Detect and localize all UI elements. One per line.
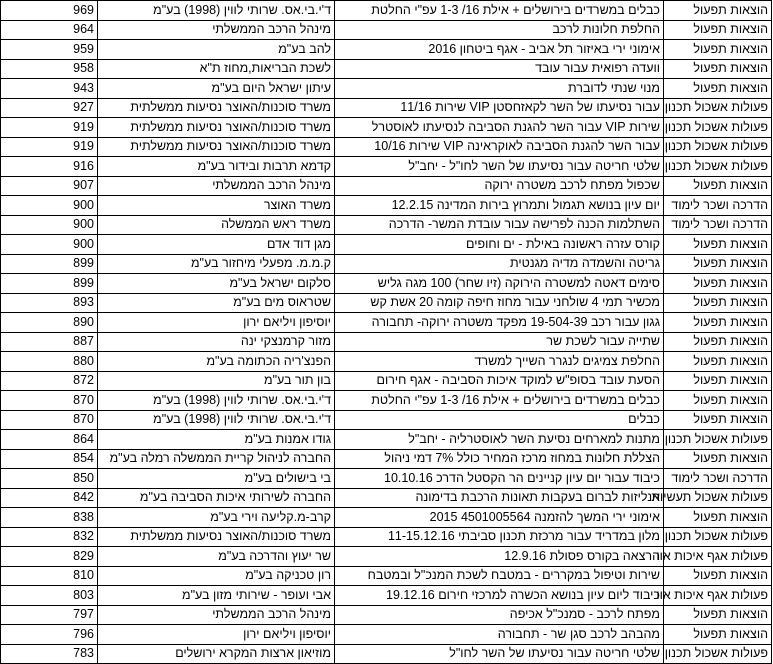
category-cell[interactable]: הוצאות תפעול [664, 1, 772, 21]
description-cell[interactable]: כבלים [335, 410, 664, 430]
amount-cell[interactable]: 854 [1, 449, 98, 469]
table-row [1, 644, 772, 664]
amount-cell[interactable]: 959 [1, 40, 98, 60]
table-row [1, 137, 772, 157]
amount-cell[interactable]: 870 [1, 391, 98, 411]
description-cell[interactable]: כבלים במשרדים בירושלים + אילת 16/ 1-3 עפ"י החלטת [335, 391, 664, 411]
description-cell[interactable]: מלון במדריד עבור מרכזת תכנון סביבתי 11-15.12.16 [335, 527, 664, 547]
amount-cell[interactable]: 899 [1, 274, 98, 294]
category-cell[interactable]: הדרכה ושכר לימוד [664, 469, 772, 489]
description-cell[interactable]: אנליזות לברום בעקבות תאונות הרכבת בדימונה [335, 488, 664, 508]
supplier-cell[interactable]: שטראוס מים בע"מ [98, 293, 335, 313]
table-row [1, 1, 772, 21]
description-cell[interactable]: שירות וטיפול במקררים - במטבח לשכת המנכ"ל ובמטבח [335, 566, 664, 586]
table-row [1, 391, 772, 411]
description-cell[interactable]: עבור השר להגנת הסביבה לאוקראינה VIP שירות 10/16 [335, 137, 664, 157]
supplier-cell[interactable]: ד'י.בי.אס. שרותי לווין (1998) בע"מ [98, 410, 335, 430]
description-cell[interactable]: כיבוד עבור יום עיון קניינים הר הקסטל הדרכ 10.10.16 [335, 469, 664, 489]
category-cell[interactable]: הוצאות תפעול [664, 176, 772, 196]
description-cell[interactable]: גריטה והשמדה מדיה מגנטית [335, 254, 664, 274]
description-cell[interactable]: וועדה רפואית עבור עובד [335, 59, 664, 79]
category-cell[interactable]: הוצאות תפעול [664, 625, 772, 645]
supplier-cell[interactable]: יוסיפון ויליאם ירון [98, 625, 335, 645]
amount-cell[interactable]: 893 [1, 293, 98, 313]
table-row [1, 371, 772, 391]
table-row [1, 508, 772, 528]
table-row [1, 566, 772, 586]
supplier-cell[interactable]: מגן דוד אדם [98, 235, 335, 255]
description-cell[interactable]: שלטי חריטה עבור נסיעתו של השר לחו"ל [335, 644, 664, 664]
category-cell[interactable]: פעולות אשכול תכנון [664, 137, 772, 157]
supplier-cell[interactable]: יוסיפון ויליאם ירון [98, 313, 335, 333]
description-cell[interactable]: כיבוד ליום עיון בנושא הכשרה למרכזי חירום 19.12.16 [335, 586, 664, 606]
supplier-cell[interactable]: החברה לניהול קריית הממשלה רמלה בע"מ [98, 449, 335, 469]
table-row [1, 59, 772, 79]
description-cell[interactable]: הסעת עובד בסופ"ש למוקד איכות הסביבה - אגף חירום [335, 371, 664, 391]
supplier-cell[interactable]: ד'י.בי.אס. שרותי לווין (1998) בע"מ [98, 1, 335, 21]
category-cell[interactable]: פעולות אשכול תכנון [664, 527, 772, 547]
supplier-cell[interactable]: משרד סוכנות/האוצר נסיעות ממשלתית [98, 118, 335, 138]
amount-cell[interactable]: 919 [1, 137, 98, 157]
supplier-cell[interactable]: רון טכניקה בע"מ [98, 566, 335, 586]
description-cell[interactable]: אימוני ירי המשך להזמנה 4501005564 2015 [335, 508, 664, 528]
description-cell[interactable]: הרצאה בקורס פסולת 12.9.16 [335, 547, 664, 567]
supplier-cell[interactable]: משרד האוצר [98, 196, 335, 216]
table-row [1, 527, 772, 547]
table-row [1, 20, 772, 40]
table-row [1, 547, 772, 567]
description-cell[interactable]: הצללת חלונות במחוז מרכז המחיר כולל 7% דמי ניהול [335, 449, 664, 469]
supplier-cell[interactable]: קרב-מ.קליעה וירי בע"מ [98, 508, 335, 528]
category-cell[interactable]: הוצאות תפעול [664, 508, 772, 528]
amount-cell[interactable]: 872 [1, 371, 98, 391]
category-cell[interactable]: הוצאות תפעול [664, 235, 772, 255]
description-cell[interactable]: החלפת צמיגים לנגרר השייך למשרד [335, 352, 664, 372]
category-cell[interactable]: פעולות אגף איכות אוו [664, 586, 772, 606]
amount-cell[interactable]: 899 [1, 254, 98, 274]
table-body [1, 1, 772, 664]
amount-cell[interactable]: 887 [1, 332, 98, 352]
supplier-cell[interactable]: מוזיאון ארצות המקרא ירושלים [98, 644, 335, 664]
supplier-cell[interactable]: החברה לשירותי איכות הסביבה בע"מ [98, 488, 335, 508]
category-cell[interactable]: הוצאות תפעול [664, 293, 772, 313]
supplier-cell[interactable]: מינהל הרכב הממשלתי [98, 605, 335, 625]
table-row [1, 605, 772, 625]
category-cell[interactable]: הדרכה ושכר לימוד [664, 196, 772, 216]
table-row [1, 449, 772, 469]
amount-cell[interactable]: 890 [1, 313, 98, 333]
table-row [1, 196, 772, 216]
category-cell[interactable]: פעולות אשכול תכנון [664, 644, 772, 664]
amount-cell[interactable]: 900 [1, 235, 98, 255]
category-cell[interactable]: הוצאות תפעול [664, 371, 772, 391]
amount-cell[interactable]: 864 [1, 430, 98, 450]
table-row [1, 235, 772, 255]
amount-cell[interactable]: 838 [1, 508, 98, 528]
category-cell[interactable]: הוצאות תפעול [664, 59, 772, 79]
table-row [1, 332, 772, 352]
supplier-cell[interactable]: מזור קרמנצקי ינה [98, 332, 335, 352]
description-cell[interactable]: מפתח לרכב - סמנכ"ל אכיפה [335, 605, 664, 625]
supplier-cell[interactable]: גודו אמנות בע"מ [98, 430, 335, 450]
supplier-cell[interactable]: מינהל הרכב הממשלתי [98, 176, 335, 196]
description-cell[interactable]: שתייה עבור לשכת שר [335, 332, 664, 352]
amount-cell[interactable]: 842 [1, 488, 98, 508]
table-row [1, 274, 772, 294]
category-cell[interactable]: הוצאות תפעול [664, 20, 772, 40]
amount-cell[interactable]: 810 [1, 566, 98, 586]
table-row [1, 215, 772, 235]
supplier-cell[interactable]: סלקום ישראל בע"מ [98, 274, 335, 294]
amount-cell[interactable]: 919 [1, 118, 98, 138]
supplier-cell[interactable]: אבי ועופר - שירותי מזון בע"מ [98, 586, 335, 606]
table-row [1, 625, 772, 645]
category-cell[interactable]: פעולות אשכול תכנון [664, 118, 772, 138]
supplier-cell[interactable]: משרד סוכנות/האוצר נסיעות ממשלתית [98, 137, 335, 157]
supplier-cell[interactable]: עיתון ישראל היום בע"מ [98, 79, 335, 99]
category-cell[interactable]: הוצאות תפעול [664, 566, 772, 586]
category-cell[interactable]: הוצאות תפעול [664, 449, 772, 469]
table-row [1, 586, 772, 606]
description-cell[interactable]: החלפת חלונות לרכב [335, 20, 664, 40]
amount-cell[interactable]: 964 [1, 20, 98, 40]
table-row [1, 293, 772, 313]
amount-cell[interactable]: 796 [1, 625, 98, 645]
category-cell[interactable]: הוצאות תפעול [664, 313, 772, 333]
category-cell[interactable]: הוצאות תפעול [664, 274, 772, 294]
description-cell[interactable]: אימוני ירי באיזור תל אביב - אגף ביטחון 2016 [335, 40, 664, 60]
table-row [1, 254, 772, 274]
category-cell[interactable]: הוצאות תפעול [664, 410, 772, 430]
amount-cell[interactable]: 803 [1, 586, 98, 606]
description-cell[interactable]: מתנות למארחים נסיעת השר לאוסטרליה - יחב"ל [335, 430, 664, 450]
supplier-cell[interactable]: לשכת הבריאות,מחוז ת"א [98, 59, 335, 79]
amount-cell[interactable]: 958 [1, 59, 98, 79]
table-row [1, 313, 772, 333]
amount-cell[interactable]: 943 [1, 79, 98, 99]
category-cell[interactable]: הוצאות תפעול [664, 391, 772, 411]
category-cell[interactable]: הדרכה ושכר לימוד [664, 215, 772, 235]
category-cell[interactable]: פעולות אשכול תעשיות [664, 488, 772, 508]
table-row [1, 176, 772, 196]
category-cell[interactable]: הוצאות תפעול [664, 332, 772, 352]
supplier-cell[interactable]: ק.מ.מ. מפעלי מיחזור בע"מ [98, 254, 335, 274]
description-cell[interactable]: מהבהב לרכב סגן שר - תחבורה [335, 625, 664, 645]
table-row [1, 469, 772, 489]
description-cell[interactable]: קורס עזרה ראשונה באילת - ים וחופים [335, 235, 664, 255]
table-row [1, 410, 772, 430]
category-cell[interactable]: הוצאות תפעול [664, 352, 772, 372]
amount-cell[interactable]: 907 [1, 176, 98, 196]
table-row [1, 157, 772, 177]
amount-cell[interactable]: 870 [1, 410, 98, 430]
supplier-cell[interactable]: קדמא תרבות ובידור בע"מ [98, 157, 335, 177]
table-row [1, 118, 772, 138]
description-cell[interactable]: שירות VIP עבור השר להגנת הסביבה לנסיעתו לאוסטרל [335, 118, 664, 138]
category-cell[interactable]: פעולות אשכול תכנון [664, 430, 772, 450]
supplier-cell[interactable]: שר יעוץ והדרכה בע"מ [98, 547, 335, 567]
category-cell[interactable]: הוצאות תפעול [664, 254, 772, 274]
amount-cell[interactable]: 880 [1, 352, 98, 372]
supplier-cell[interactable]: מינהל הרכב הממשלתי [98, 20, 335, 40]
category-cell[interactable]: פעולות אשכול תכנון [664, 98, 772, 118]
supplier-cell[interactable]: ד'י.בי.אס. שרותי לווין (1998) בע"מ [98, 391, 335, 411]
supplier-cell[interactable]: בון תור בע"מ [98, 371, 335, 391]
amount-cell[interactable]: 850 [1, 469, 98, 489]
category-cell[interactable]: הוצאות תפעול [664, 79, 772, 99]
amount-cell[interactable]: 832 [1, 527, 98, 547]
description-cell[interactable]: מכשיר תמי 4 שולחני עבור מחוז חיפה קומה 20 אשת קש [335, 293, 664, 313]
amount-cell[interactable]: 969 [1, 1, 98, 21]
category-cell[interactable]: פעולות אגף איכות אוו [664, 547, 772, 567]
amount-cell[interactable]: 783 [1, 644, 98, 664]
supplier-cell[interactable]: משרד סוכנות/האוצר נסיעות ממשלתית [98, 98, 335, 118]
description-cell[interactable]: שכפול מפתח לרכב משטרה ירוקה [335, 176, 664, 196]
description-cell[interactable]: יום עיון בנושא תגמול ותמרוץ בירות המדינה 12.2.15 [335, 196, 664, 216]
category-cell[interactable]: הוצאות תפעול [664, 605, 772, 625]
supplier-cell[interactable]: בי בישולים בע"מ [98, 469, 335, 489]
description-cell[interactable]: השתלמות הכנה לפרישה עבור עובדת המשר- הדרכה [335, 215, 664, 235]
description-cell[interactable]: סימים דאטה למשטרה הירוקה (זיו שחר) 100 מגה גליש [335, 274, 664, 294]
table-row [1, 40, 772, 60]
description-cell[interactable]: שלטי חריטה עבור נסיעתו של השר לחו"ל - יחב"ל [335, 157, 664, 177]
amount-cell[interactable]: 900 [1, 196, 98, 216]
table-row [1, 98, 772, 118]
description-cell[interactable]: מנוי שנתי לדוברת [335, 79, 664, 99]
category-cell[interactable]: הוצאות תפעול [664, 40, 772, 60]
supplier-cell[interactable]: הפנצ'ריה הכתומה בע"מ [98, 352, 335, 372]
amount-cell[interactable]: 797 [1, 605, 98, 625]
description-cell[interactable]: עבור נסיעתו של השר לקאזחסטן VIP שירות 11/16 [335, 98, 664, 118]
description-cell[interactable]: כבלים במשרדים בירושלים + אילת 16/ 1-3 עפ"י החלטת [335, 1, 664, 21]
supplier-cell[interactable]: משרד סוכנות/האוצר נסיעות ממשלתית [98, 527, 335, 547]
supplier-cell[interactable]: משרד ראש הממשלה [98, 215, 335, 235]
amount-cell[interactable]: 927 [1, 98, 98, 118]
category-cell[interactable]: פעולות אשכול תכנון [664, 157, 772, 177]
table-row [1, 430, 772, 450]
amount-cell[interactable]: 916 [1, 157, 98, 177]
supplier-cell[interactable]: להב בע"מ [98, 40, 335, 60]
table-row [1, 79, 772, 99]
amount-cell[interactable]: 829 [1, 547, 98, 567]
table-row [1, 488, 772, 508]
amount-cell[interactable]: 900 [1, 215, 98, 235]
table-row [1, 352, 772, 372]
description-cell[interactable]: גגון עבור רכב 19-504-39 מפקד משטרה ירוקה- תחבורה [335, 313, 664, 333]
